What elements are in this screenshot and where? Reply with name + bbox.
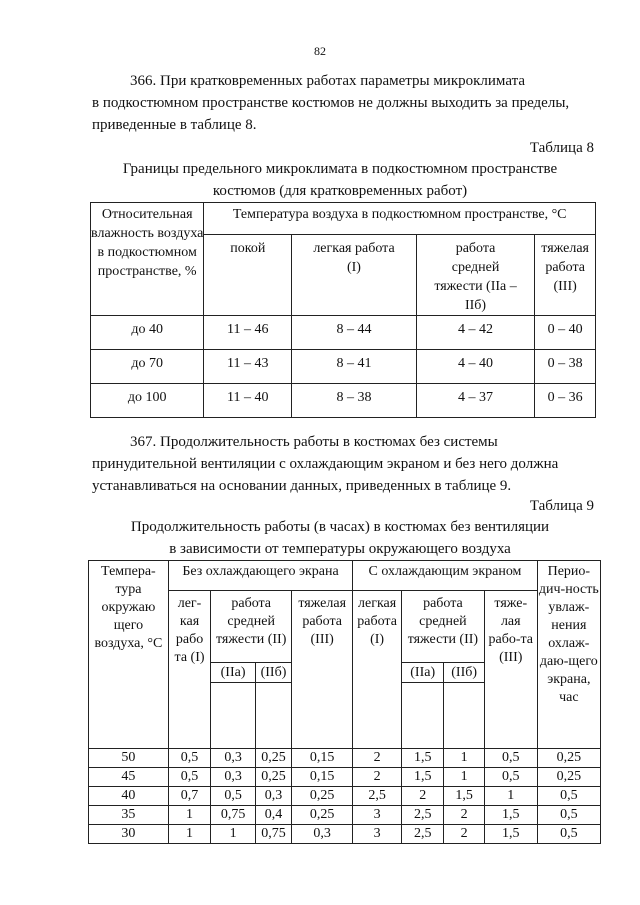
t9-cell: 0,25 (292, 806, 353, 825)
t9-cell: 1,5 (484, 806, 537, 825)
para-367-line-3: устанавливаться на основании данных, приведенных в таблице 9. (92, 478, 512, 494)
t9-cell: 0,5 (537, 825, 600, 844)
t9-cell: 0,5 (537, 787, 600, 806)
t8-sub-light: легкая работа (I) (292, 235, 417, 316)
t9-sub-medium-2: работа средней тяжести (II) (401, 591, 484, 663)
t9-cell: 1 (168, 806, 210, 825)
t8-cell: 0 – 38 (535, 350, 596, 384)
t9-cell: 0,3 (255, 787, 291, 806)
t9-cell: 50 (89, 749, 169, 768)
t9-cell: 2,5 (401, 806, 443, 825)
page-number: 82 (314, 44, 326, 58)
t8-cell: 8 – 38 (292, 384, 417, 418)
t8-cell: 11 – 40 (204, 384, 292, 418)
table-row (89, 749, 601, 768)
table-row (89, 768, 601, 787)
t9-sub-heavy: тяжелая работа (III) (292, 591, 353, 749)
t9-cell: 40 (89, 787, 169, 806)
t8-cell: 4 – 42 (416, 316, 534, 350)
t9-cell: 0,75 (211, 806, 256, 825)
t9-cell: 0,5 (484, 749, 537, 768)
t9-cell: 2 (353, 768, 402, 787)
table-8-caption-2: костюмов (для кратковременных работ) (212, 183, 468, 199)
t9-sub-heavy-2: тяже-лая рабо-та (III) (484, 591, 537, 749)
table-row (89, 806, 601, 825)
t9-header-temperature: Темпера-тура окружаю щего воздуха, °С (89, 561, 169, 749)
t9-sub-iib: (IIб) (255, 663, 291, 683)
t8-cell: 8 – 41 (292, 350, 417, 384)
table-8-label: Таблица 8 (529, 140, 594, 156)
t9-cell: 0,3 (211, 768, 256, 787)
t9-cell: 0,15 (292, 768, 353, 787)
t9-cell: 0,25 (292, 787, 353, 806)
t9-cell: 1 (444, 749, 484, 768)
t9-cell: 35 (89, 806, 169, 825)
t9-empty-cell (444, 683, 484, 749)
table-9-caption-2: в зависимости от температуры окружающего воздуха (169, 541, 511, 557)
paragraph-366 (92, 70, 592, 136)
t9-cell: 0,3 (211, 749, 256, 768)
t9-cell: 0,5 (537, 806, 600, 825)
t9-cell: 2 (401, 787, 443, 806)
t8-header-humidity: Относительная влажность воздуха в подкостюмном пространстве, % (91, 203, 204, 316)
para-367-line-2: принудительной вентиляции с охлаждающим экраном и без него должна (92, 456, 559, 472)
table-row (89, 787, 601, 806)
table-row (89, 825, 601, 844)
t9-cell: 1 (211, 825, 256, 844)
t9-header-period: Перио-дич-ность увлаж-нения охлаж-даю-щего экрана, час (537, 561, 600, 749)
t9-cell: 0,5 (484, 768, 537, 787)
t9-sub-medium: работа средней тяжести (II) (211, 591, 292, 663)
t9-cell: 0,7 (168, 787, 210, 806)
t8-cell: 4 – 40 (416, 350, 534, 384)
t8-cell: 8 – 44 (292, 316, 417, 350)
t9-header-without-screen: Без охлаждающего экрана (168, 561, 352, 591)
para-367-line-1: 367. Продолжительность работы в костюмах без системы (130, 434, 498, 450)
t9-cell: 0,5 (168, 768, 210, 787)
t9-empty-cell (401, 683, 443, 749)
t9-cell: 2 (444, 806, 484, 825)
t9-cell: 0,25 (537, 768, 600, 787)
t9-cell: 0,4 (255, 806, 291, 825)
t8-cell: 11 – 46 (204, 316, 292, 350)
t9-cell: 3 (353, 806, 402, 825)
t9-header-with-screen: С охлаждающим экраном (353, 561, 537, 591)
t8-cell: до 40 (91, 316, 204, 350)
t8-cell: 4 – 37 (416, 384, 534, 418)
t9-cell: 2 (444, 825, 484, 844)
para-366-line-3: приведенные в таблице 8. (92, 117, 257, 133)
t9-cell: 0,5 (168, 749, 210, 768)
t9-cell: 0,3 (292, 825, 353, 844)
paragraph-367 (92, 431, 592, 497)
t9-cell: 30 (89, 825, 169, 844)
t8-cell: 0 – 40 (535, 316, 596, 350)
t9-empty-cell (255, 683, 291, 749)
t9-cell: 0,25 (255, 768, 291, 787)
t9-cell: 0,15 (292, 749, 353, 768)
t9-cell: 0,25 (255, 749, 291, 768)
t9-cell: 1 (168, 825, 210, 844)
t8-cell: 0 – 36 (535, 384, 596, 418)
t8-sub-medium: работа средней тяжести (IIа – IIб) (416, 235, 534, 316)
t9-sub-iia: (IIа) (211, 663, 256, 683)
table-row (91, 316, 596, 350)
t9-cell: 0,25 (537, 749, 600, 768)
t9-cell: 2,5 (353, 787, 402, 806)
table-row (91, 384, 596, 418)
t9-cell: 1 (484, 787, 537, 806)
t8-cell: до 100 (91, 384, 204, 418)
t9-cell: 1,5 (444, 787, 484, 806)
para-366-line-2: в подкостюмном пространстве костюмов не должны выходить за пределы, (92, 95, 570, 111)
t8-header-temperature: Температура воздуха в подкостюмном пространстве, °С (204, 203, 596, 235)
table-9-caption-1: Продолжительность работы (в часах) в костюмах без вентиляции (130, 519, 550, 535)
t8-cell: до 70 (91, 350, 204, 384)
table-9-label: Таблица 9 (529, 498, 594, 514)
t8-sub-rest: покой (204, 235, 292, 316)
t9-cell: 1 (444, 768, 484, 787)
t9-empty-cell (211, 683, 256, 749)
t9-cell: 1,5 (401, 749, 443, 768)
t9-cell: 2 (353, 749, 402, 768)
t9-cell: 3 (353, 825, 402, 844)
table-8-caption-1: Границы предельного микроклимата в подкостюмном пространстве (122, 161, 558, 177)
t9-cell: 0,75 (255, 825, 291, 844)
t8-cell: 11 – 43 (204, 350, 292, 384)
table-9 (88, 560, 601, 844)
t9-sub-light-2: легкая работа (I) (353, 591, 402, 749)
t9-cell: 45 (89, 768, 169, 787)
t9-sub-iia-2: (IIа) (401, 663, 443, 683)
t8-sub-heavy: тяжелая работа (III) (535, 235, 596, 316)
t9-cell: 1,5 (484, 825, 537, 844)
table-row (91, 350, 596, 384)
para-366-line-1: 366. При кратковременных работах параметры микроклимата (130, 73, 525, 89)
t9-sub-iib-2: (IIб) (444, 663, 484, 683)
t9-sub-light: лег-кая рабо та (I) (168, 591, 210, 749)
t9-cell: 1,5 (401, 768, 443, 787)
table-8 (90, 202, 596, 418)
t9-cell: 0,5 (211, 787, 256, 806)
t9-cell: 2,5 (401, 825, 443, 844)
